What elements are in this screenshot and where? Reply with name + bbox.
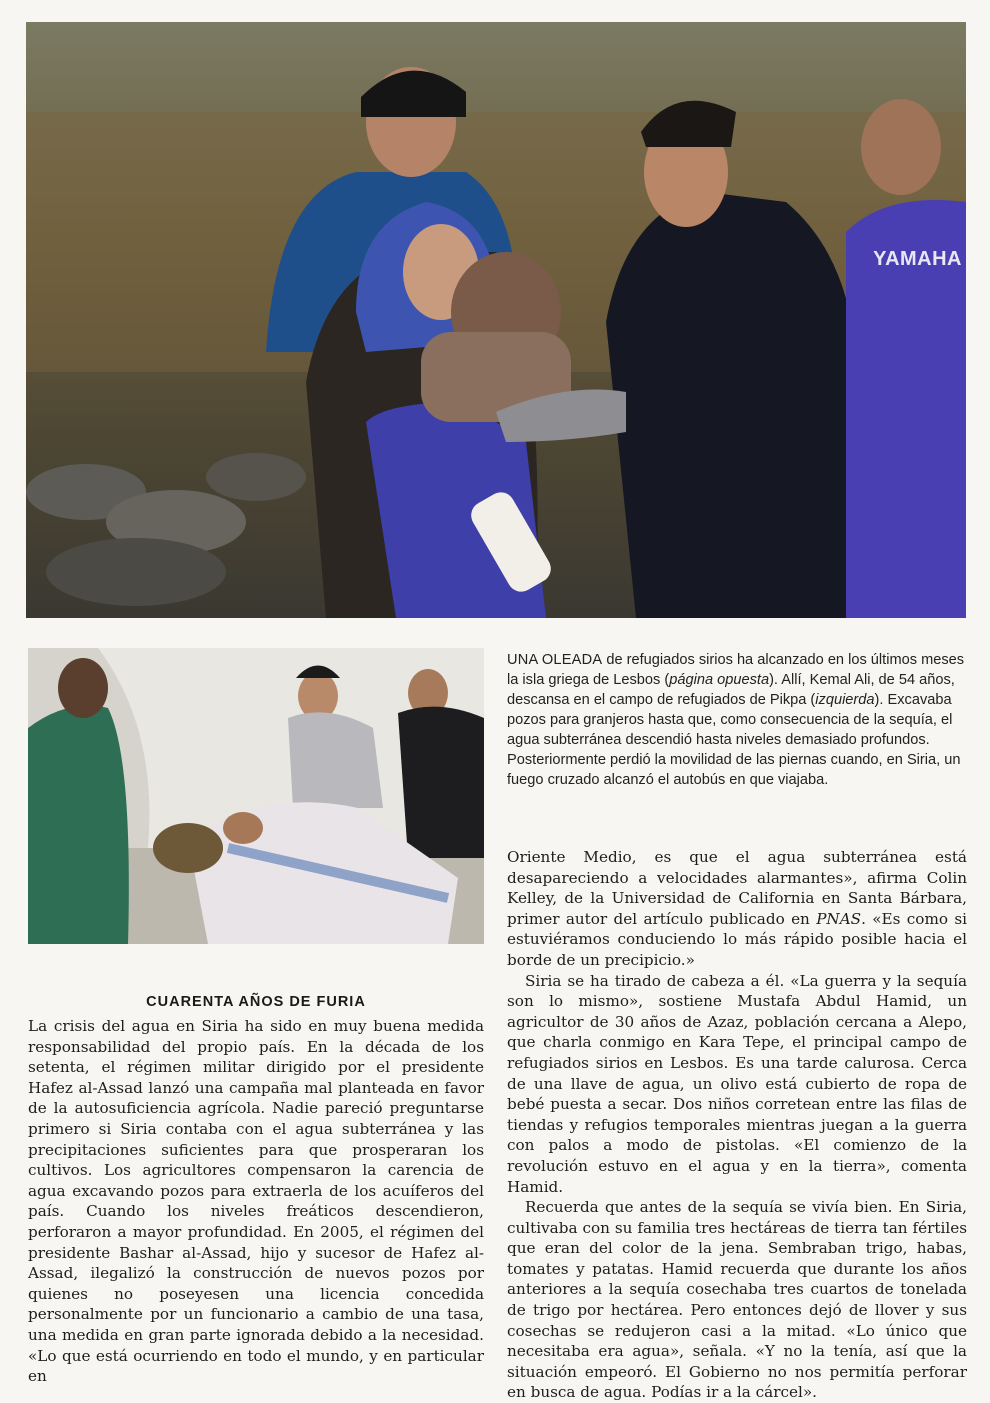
caption-text-1: de refugiados sirios ha alcanzado en los últimos meses la isla griega de Lesbos ( [507,652,965,688]
caption-text-2: ). Allí, Kemal Ali, de 54 años, descansa en el campo de refugiados de Pikpa ( [507,672,955,708]
left-photo-illustration [28,648,484,944]
right-paragraph-1-b: . «Es como si estuviéramos conduciendo lo más rápido posible hacia el borde de un precipicio.» [507,909,967,969]
caption-italic-1: página opuesta [669,672,770,688]
left-body-column [28,1016,484,1387]
right-paragraph-3: Recuerda que antes de la sequía se vivía bien. En Siria, cultivaba con su familia tres hectáreas de tierra tan fértiles que eran del color de la jena. Sembraban trigo, habas, tomates y patatas. Hamid recuerda que durante los años anteriores a la sequía cosechaba tres cuartos de tonelada de trigo por hectárea. Pero entonces dejó de llover y sus cosechas se redujeron casi a la mitad. «Lo único que necesitaba era agua», señala. «Y no la tenía, así que la situación empeoró. El Gobierno no nos permitía perforar en busca de agua. Podías ir a la cárcel». [507,1198,967,1402]
left-paragraph-1: La crisis del agua en Siria ha sido en muy buena medida responsabilidad del propio país. En la década de los setenta, el régimen militar dirigido por el presidente Hafez al-Assad lanzó una campaña mal planteada en favor de la autosuficiencia agrícola. Nadie pareció preguntarse primero si Siria contaba con el agua subterránea y las precipitaciones suficientes para que prosperaran los cultivos. Los agricultores compensaron la carencia de agua excavando pozos para extraerla de los acuíferos del país. Cuando los niveles freáticos descendieron, perforaron a mayor profundidad. En 2005, el régimen del presidente Bashar al-Assad, hijo y sucesor de Hafez al-Assad, ilegalizó la construcción de nuevos pozos por quienes no poseyesen una licencia concedida personalmente por un funcionario a cambio de una tasa, una medida en gran parte ignorada debido a la necesidad. «Lo que está ocurriendo en todo el mundo, y en particular en [28,1017,484,1386]
top-photo-illustration [26,22,966,618]
top-photo [26,22,966,618]
right-body-column [507,847,967,1403]
photo-caption [507,650,969,790]
journal-name: PNAS [816,909,862,928]
vest-label: YAMAHA [873,248,962,270]
right-paragraph-1-a: Oriente Medio, es que el agua subterránea está desapareciendo a velocidades alarmantes», afirma Colin Kelley, de la Universidad de California en Santa Bárbara, primer autor del artículo publicado en [507,848,967,928]
caption-lead: UNA OLEADA [507,652,603,668]
right-paragraph-2: Siria se ha tirado de cabeza a él. «La guerra y la sequía son lo mismo», sostiene Mustafa Abdul Hamid, un agricultor de 30 años de Azaz, población cercana a Alepo, que charla conmigo en Kara Tepe, el principal campo de refugiados sirios en Lesbos. Es una tarde calurosa. Cerca de una llave de agua, un olivo está cubierto de ropa de bebé puesta a secar. Dos niños corretean entre las filas de tiendas y refugios temporales mientras juegan a la guerra con palos a modo de pistolas. «El comienzo de la revolución estuvo en el agua y en la tierra», comenta Hamid. [507,971,967,1196]
caption-text-3: ). Excavaba pozos para granjeros hasta que, como consecuencia de la sequía, el agua subterránea descendió hasta niveles demasiado profundos. Posteriormente perdió la movilidad de las piernas cuando, en Siria, un fuego cruzado alcanzó el autobús en que viajaba. [507,692,961,788]
caption-italic-2: izquierda [815,692,875,708]
left-photo [28,648,484,944]
section-heading: CUARENTA AÑOS DE FURIA [146,994,366,1010]
right-paragraph-1 [507,847,967,971]
